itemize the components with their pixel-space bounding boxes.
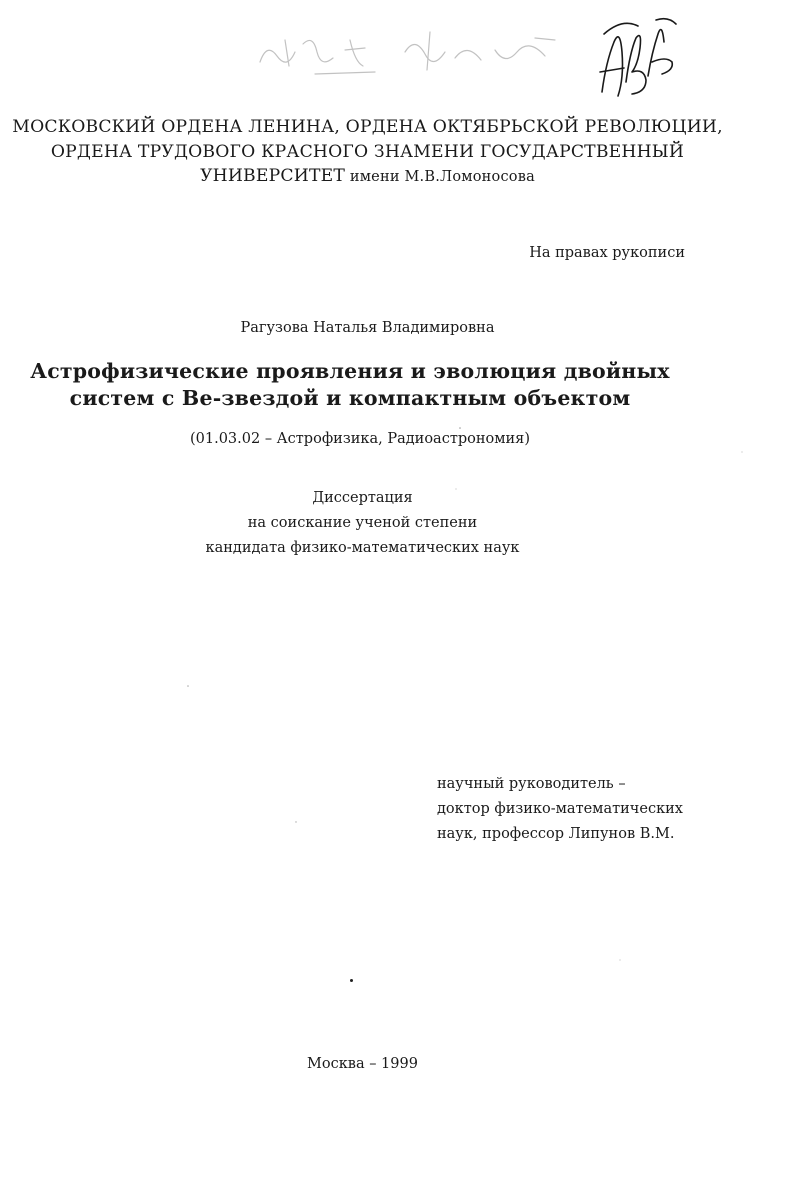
manuscript-rights-note: На правах рукописи — [529, 245, 685, 261]
university-name-line-3 — [0, 166, 735, 186]
degree-name: кандидата физико-математических наук — [205, 540, 520, 556]
dissertation-title-line-1: Астрофизические проявления и эволюция двойных — [30, 359, 670, 383]
university-name-line-2: ОРДЕНА ТРУДОВОГО КРАСНОГО ЗНАМЕНИ ГОСУДАРСТВЕННЫЙ — [50, 142, 685, 162]
dissertation-label: Диссертация — [312, 490, 413, 506]
university-name-line-1: МОСКОВСКИЙ ОРДЕНА ЛЕНИНА, ОРДЕНА ОКТЯБРЬСКОЙ РЕВОЛЮЦИИ, — [12, 117, 723, 137]
place-and-year: Москва – 1999 — [307, 1056, 418, 1072]
supervisor-line-2: доктор физико-математических — [437, 801, 683, 817]
degree-purpose: на соискание ученой степени — [247, 515, 478, 531]
scan-speck — [350, 979, 353, 982]
university-word: УНИВЕРСИТЕТ — [200, 166, 346, 186]
handwritten-signature — [592, 12, 682, 107]
supervisor-line-3: наук, профессор Липунов В.М. — [437, 826, 675, 842]
faded-stamp — [255, 22, 575, 82]
dissertation-title-line-2: систем с Be-звездой и компактным объектом — [69, 386, 631, 410]
university-named-after: имени М.В.Ломоносова — [345, 169, 535, 185]
supervisor-line-1: научный руководитель – — [437, 776, 626, 792]
specialty-code: (01.03.02 – Астрофизика, Радиоастрономия) — [189, 431, 530, 447]
author-name: Рагузова Наталья Владимировна — [240, 320, 495, 336]
